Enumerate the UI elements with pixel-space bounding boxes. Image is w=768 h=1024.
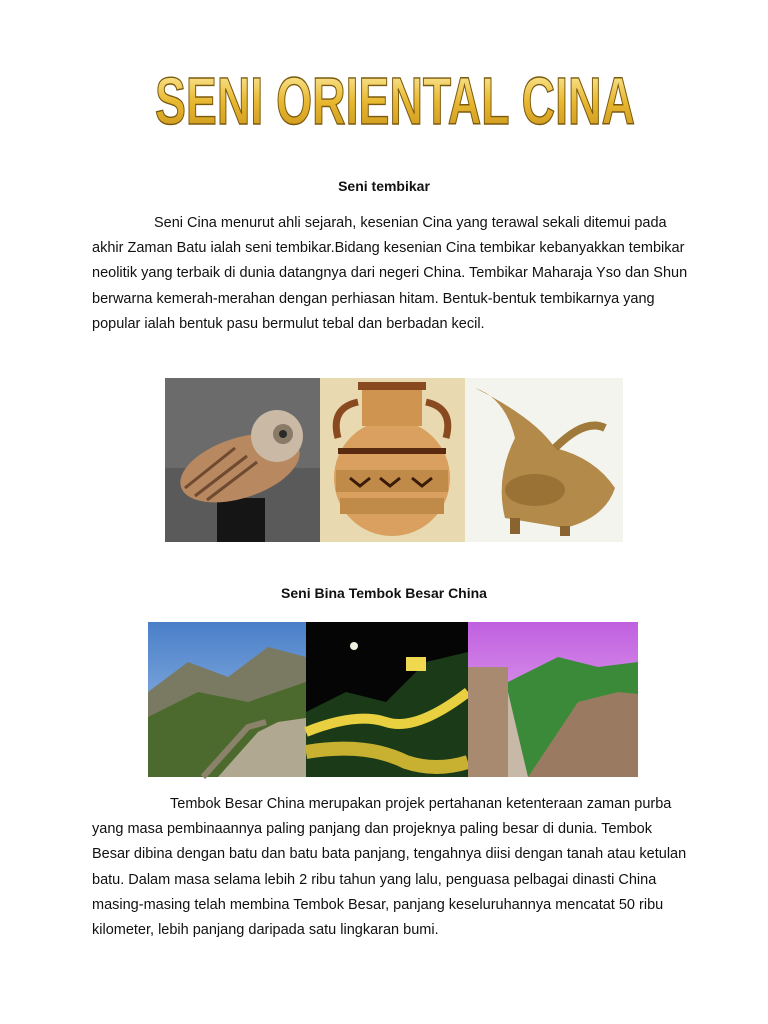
paragraph-tembok: Tembok Besar China merupakan projek pertahanan ketenteraan zaman purba yang masa pembinaannya paling panjang dan projeknya paling besar di dunia. Tembok Besar dibina dengan batu dan batu bata panjang, tengahnya diisi dengan tanah atau ketulan batu. Dalam masa selama lebih 2 ribu tahun yang lalu, penguasa pelbagai dinasti China masing-masing telah membina Tembok Besar, panjang keseluruhannya mencatat 50 ribu kilometer, lebih panjang daripada satu lingkaran bumi. [92,796,687,939]
great-wall-day-image [148,622,306,777]
section-heading-tembikar: Seni tembikar [338,178,430,194]
great-wall-image-row [148,622,638,777]
title-wordart-text: SENI ORIENTAL CINA [155,64,635,139]
paragraph-tembikar: Seni Cina menurut ahli sejarah, kesenian Cina yang terawal sekali ditemui pada akhir Zaman Batu ialah seni tembikar.Bidang kesenian Cina tembikar kebanyakkan tembikar neolitik yang terbaik di dunia datangnya dari negeri China. Tembikar Maharaja Yso dan Shun berwarna kemerah-merahan dengan perhiasan hitam. Bentuk-bentuk tembikarnya yang popular ialah bentuk pasu bermulut tebal dan berbadan kecil. [92,215,688,332]
section-heading-tembok: Seni Bina Tembok Besar China [281,585,487,601]
pottery-image-row [165,378,623,542]
title-wordart [150,40,640,139]
great-wall-night-image [306,622,468,777]
great-wall-purple-sky-image [468,622,638,777]
owl-pottery-image [165,378,320,542]
amphora-pottery-image [320,378,465,542]
ewer-pottery-image [465,378,623,542]
